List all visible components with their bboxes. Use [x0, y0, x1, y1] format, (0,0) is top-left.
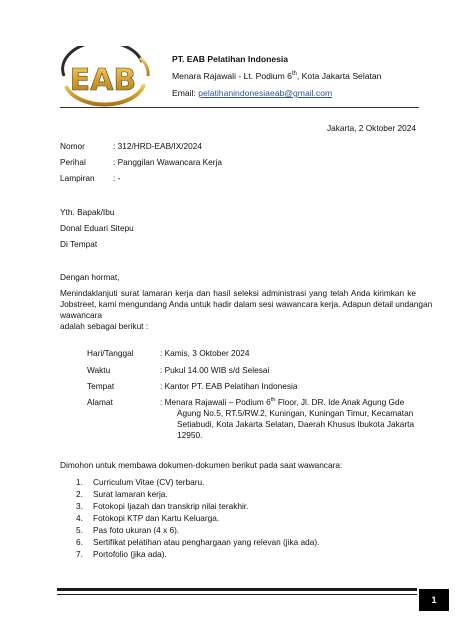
address-text-end: , Kota Jakarta Selatan: [296, 71, 382, 81]
alamat-line-2: Agung No.5, RT.5/RW.2, Kuningan, Kuningan Timur, Kecamatan: [177, 408, 414, 418]
list-number: 4.: [76, 513, 83, 523]
page-number: 1: [419, 589, 449, 611]
alamat-line-1: [160, 397, 422, 408]
list-item: [76, 500, 319, 512]
company-email: [172, 88, 332, 99]
email-link[interactable]: pelatihanindonesiaeab@gmail.com: [198, 88, 333, 98]
documents-list: [76, 476, 319, 560]
letterhead-divider: [60, 107, 419, 108]
nomor-value: : 312/HRD-EAB/IX/2024: [113, 141, 203, 151]
list-item: [76, 512, 319, 524]
list-text: Curriculum Vitae (CV) terbaru.: [93, 477, 205, 487]
alamat-line-4: 12950.: [177, 430, 203, 440]
lampiran-label: Lampiran: [60, 173, 95, 183]
list-text: Surat lamaran kerja.: [93, 489, 168, 499]
list-item: [76, 488, 319, 500]
list-text: Fotokopi Ijazah dan transkrip nilai terakhir.: [93, 501, 249, 511]
logo-text: EAB: [69, 63, 137, 98]
footer-rule-thick: [57, 588, 417, 591]
body-line-3: wawancara: [60, 310, 102, 320]
perihal-label: Perihal: [60, 157, 86, 167]
list-item: [76, 524, 319, 536]
email-label: Email:: [172, 88, 199, 98]
list-number: 2.: [76, 489, 83, 499]
list-number: 5.: [76, 525, 83, 535]
body-line-2: Jobstreet, kami mengundang Anda untuk hadir dalam sesi wawancara kerja. Adapun detail undangan: [60, 299, 433, 309]
recipient-name: Donal Eduari Sitepu: [60, 223, 134, 233]
list-item: [76, 476, 319, 488]
list-text: Portofolio (jika ada).: [93, 549, 167, 559]
list-number: 7.: [76, 549, 83, 559]
alamat-value: [160, 397, 422, 441]
waktu-value: : Pukul 14.00 WIB s/d Selesai: [160, 365, 270, 375]
list-number: 1.: [76, 477, 83, 487]
list-item: [76, 536, 319, 548]
alamat-line-1-start: : Menara Rajawali – Podium 6: [160, 397, 271, 407]
body-line-4: adalah sebagai berikut :: [60, 321, 149, 331]
list-item: [76, 548, 319, 560]
waktu-label: Waktu: [87, 365, 111, 375]
recipient-salutation: Yth. Bapak/Ibu: [60, 207, 115, 217]
list-number: 3.: [76, 501, 83, 511]
alamat-line-3: Setiabudi, Kota Jakarta Selatan, Daerah Khusus Ibukota Jakarta: [177, 419, 415, 429]
tempat-label: Tempat: [87, 381, 115, 391]
list-text: Pas foto ukuran (4 x 6).: [93, 525, 180, 535]
lampiran-value: : -: [113, 173, 121, 183]
address-superscript: th: [291, 71, 297, 78]
body-line-1: Menindaklanjuti surat lamaran kerja dan hasil seleksi administrasi yang telah Anda kirimkan ke: [60, 288, 416, 298]
greeting: Dengan hormat,: [60, 272, 120, 282]
company-name: PT. EAB Pelatihan Indonesia: [172, 54, 289, 64]
footer-rule-thin: [57, 594, 417, 595]
hari-label: Hari/Tanggal: [87, 348, 134, 358]
hari-value: : Kamis, 3 Oktober 2024: [160, 348, 250, 358]
letter-date: Jakarta, 2 Oktober 2024: [326, 123, 416, 133]
alamat-label: Alamat: [87, 397, 113, 407]
list-number: 6.: [76, 537, 83, 547]
nomor-label: Nomor: [60, 141, 85, 151]
body-paragraph: [60, 288, 433, 332]
list-text: Sertifikat pelatihan atau penghargaan yang relevan (jika ada).: [93, 537, 320, 547]
documents-intro: Dimohon untuk membawa dokumen-dokumen berikut pada saat wawancara:: [60, 460, 343, 470]
company-logo: [52, 46, 154, 112]
alamat-superscript: th: [270, 397, 276, 404]
tempat-value: : Kantor PT. EAB Pelatihan Indonesia: [160, 381, 298, 391]
recipient-place: Di Tempat: [60, 239, 98, 249]
alamat-line-1-end: Floor, Jl. DR. Ide Anak Agung Gde: [275, 397, 405, 407]
perihal-value: : Panggilan Wawancara Kerja: [113, 157, 222, 167]
address-text: Menara Rajawali - Lt. Podium 6: [172, 71, 292, 81]
list-text: Fotokopi KTP dan Kartu Keluarga.: [93, 513, 220, 523]
company-address: [172, 71, 381, 82]
